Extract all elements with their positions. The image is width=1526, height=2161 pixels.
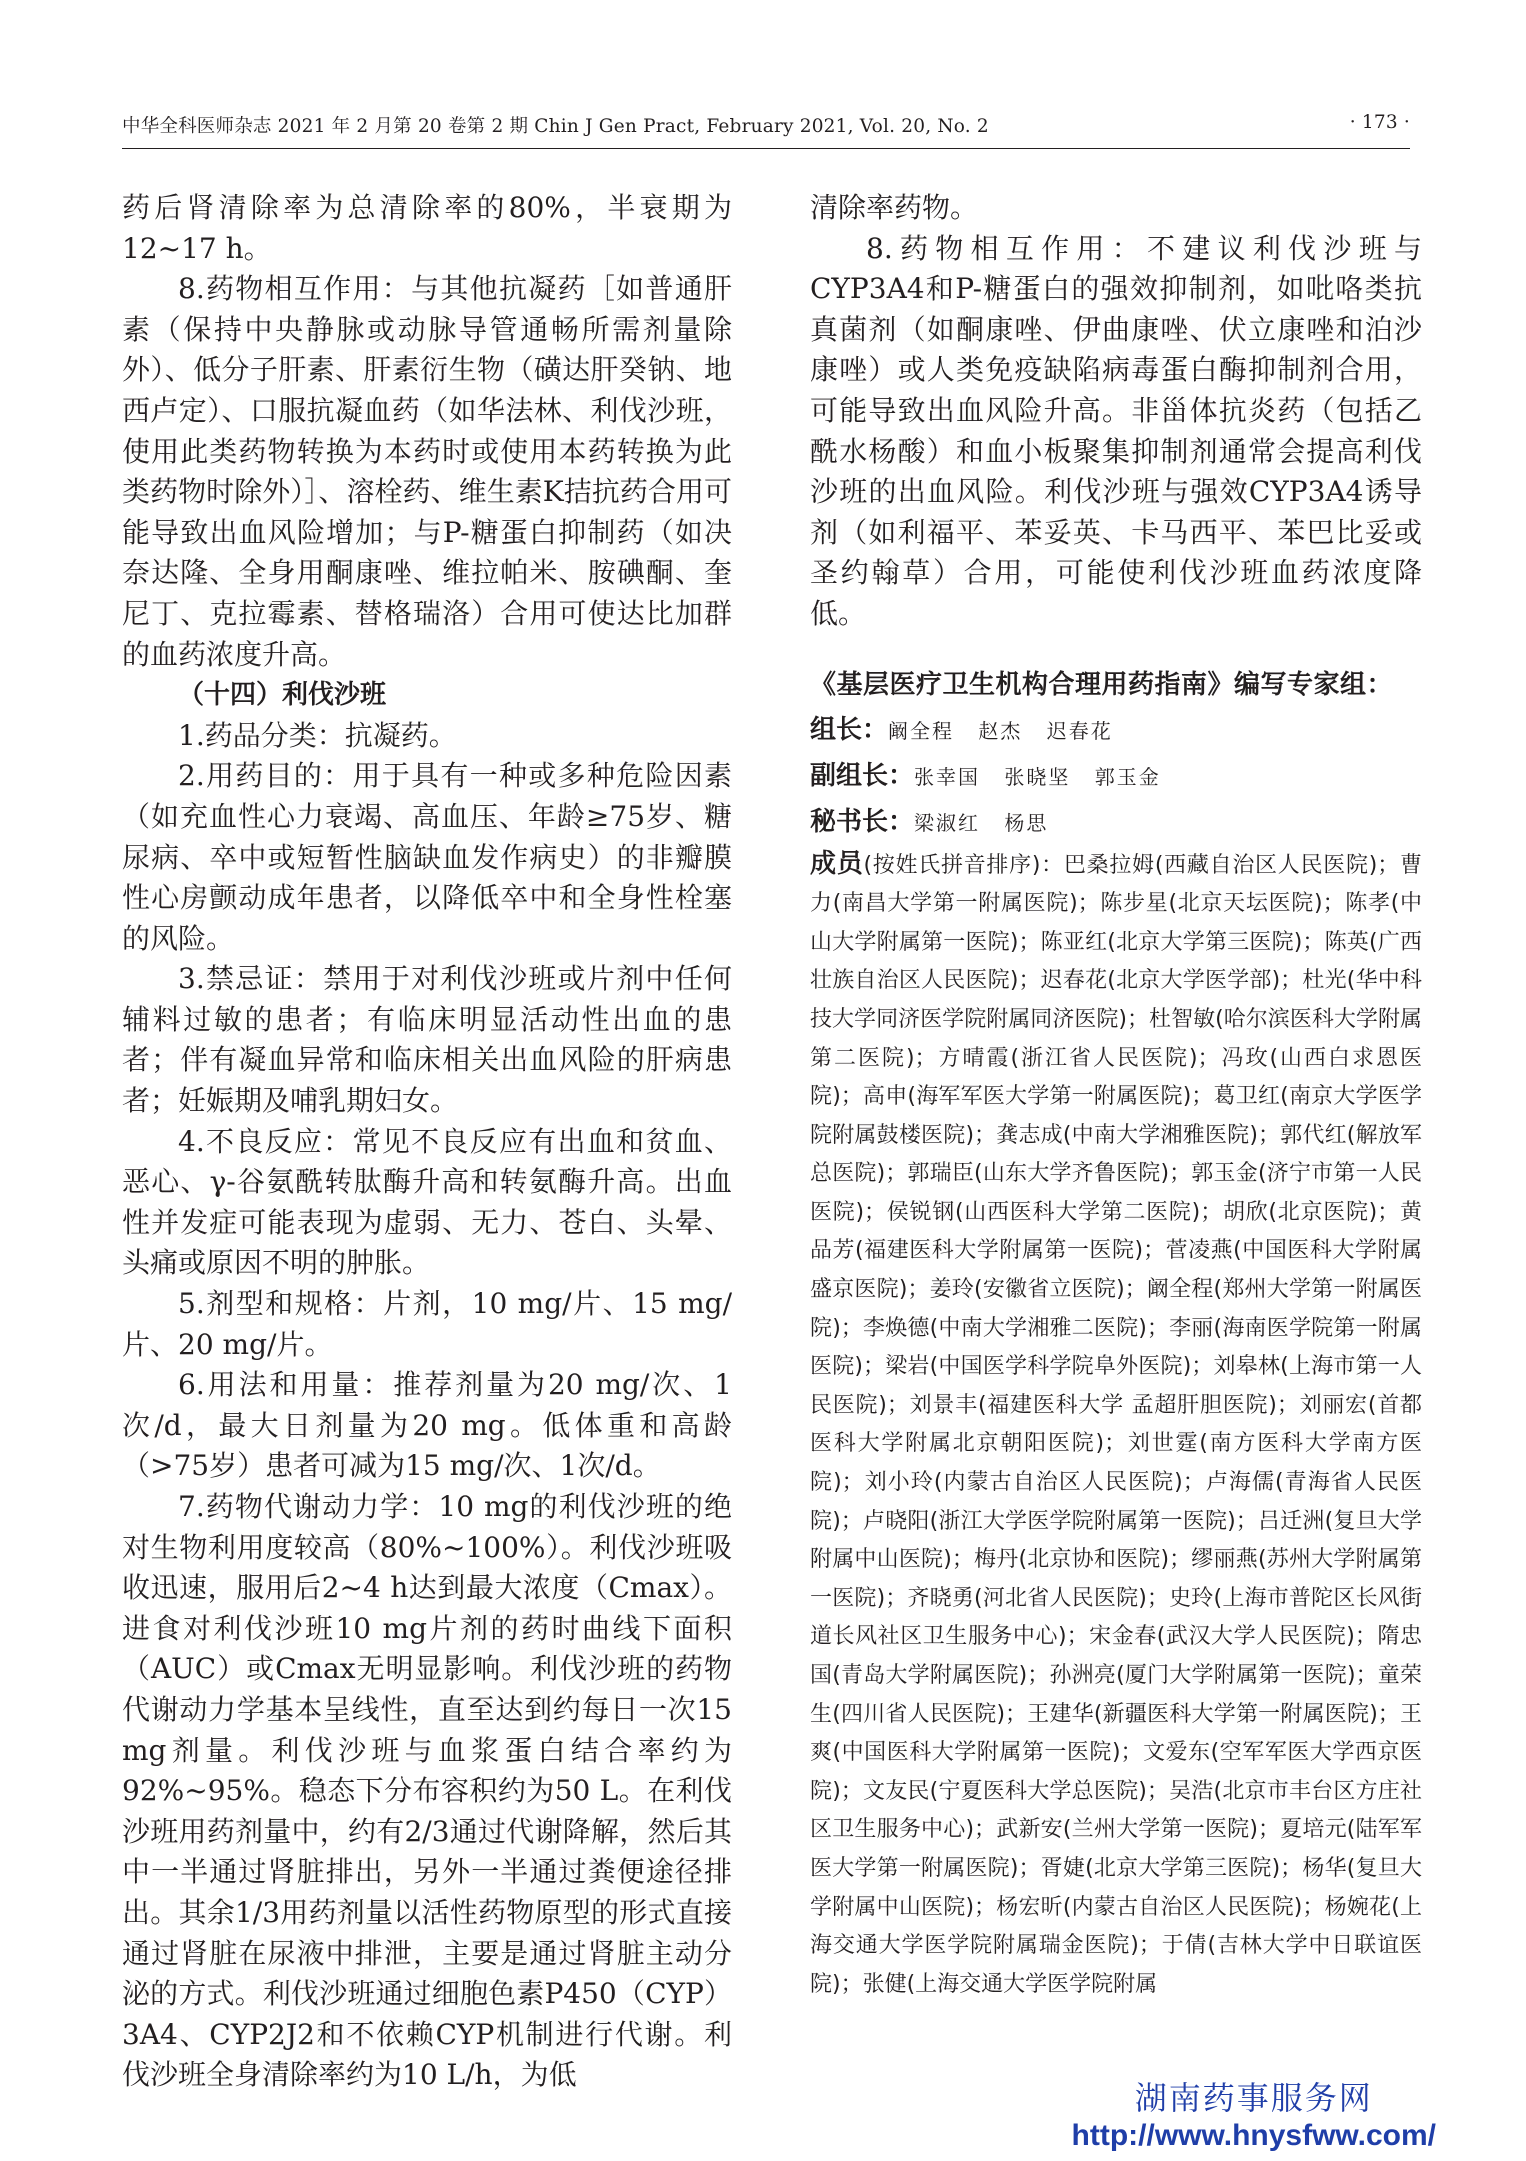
members-label: 成员 [810,848,864,879]
running-header [122,112,1410,138]
watermark-name: 湖南药事服务网 [1134,2079,1373,2117]
expert-group-title: 《基层医疗卫生机构合理用药指南》编写专家组： [810,669,1394,700]
deputy-names: 张幸国 张晓坚 郭玉金 [914,764,1161,789]
paragraph: 药后肾清除率为总清除率的80%，半衰期为12~17 h。 [122,191,732,265]
left-column [122,188,732,2096]
header-rule [122,148,1410,149]
deputy-line [810,753,1422,799]
paragraph: 3.禁忌证：禁用于对利伐沙班或片剂中任何辅料过敏的患者；有临床明显活动性出血的患者；伴有凝血异常和临床相关出血风险的肝病患者；妊娠期及哺乳期妇女。 [122,962,732,1118]
secretary-names: 梁淑红 杨思 [914,810,1049,835]
journal-citation: 中华全科医师杂志 2021 年 2 月第 20 卷第 2 期 Chin J Gen Pract, February 2021, Vol. 20, No. 2 [122,116,989,137]
members-note: (按姓氏拼音排序)： [863,852,1064,878]
leader-names: 阚全程 赵杰 迟春花 [888,718,1113,743]
paragraph: 6.用法和用量：推荐剂量为20 mg/次、1次/d，最大日剂量为20 mg。低体重和高龄（>75岁）患者可减为15 mg/次、1次/d。 [122,1368,732,1483]
paragraph: 清除率药物。 [810,191,979,224]
watermark-url: http://www.hnysfww.com/ [1071,2119,1436,2152]
spacer [810,635,1422,663]
secretary-line [810,799,1422,845]
paragraph: 2.用药目的：用于具有一种或多种危险因素（如充血性心力衰竭、高血压、年龄≥75岁、糖尿病、卒中或短暂性脑缺血发作病史）的非瓣膜性心房颤动成年患者，以降低卒中和全身性栓塞的风险。 [122,759,732,955]
right-column [810,188,1422,2004]
secretary-label: 秘书长： [810,806,915,837]
section-heading: （十四）利伐沙班 [178,680,387,711]
paragraph: 1.药品分类：抗凝药。 [178,718,457,752]
members-text: 巴桑拉姆(西藏自治区人民医院)；曹力(南昌大学第一附属医院)；陈步星(北京天坛医院)；陈孝(中山大学附属第一医院)；陈亚红(北京大学第三医院)；陈英(广西壮族自治区人民医院)；迟春花(北京大学医学部)；杜光(华中科技大学同济医学院附属同济医院)；杜智敏(哈尔滨医科大学附属第二医院)；方晴霞(浙江省人民医院)；冯玫(山西白求恩医院)；高申(海军军医大学第一附属医院)；葛卫红(南京大学医学院附属鼓楼医院)；龚志成(中南大学湘雅医院)；郭代红(解放军总医院)；郭瑞臣(山东大学齐鲁医院)；郭玉金(济宁市第一人民医院)；侯锐钢(山西医科大学第二医院)；胡欣(北京医院)；黄品芳(福建医科大学附属第一医院)；菅凌燕(中国医科大学附属盛京医院)；姜玲(安徽省立医院)；阚全程(郑州大学第一附属医院)；李焕德(中南大学湘雅二医院)；李丽(海南医学院第一附属医院)；梁岩(中国医学科学院阜外医院)；刘皋林(上海市第一人民医院)；刘景丰(福建医科大学 孟超肝胆医院)；刘丽宏(首都医科大学附属北京朝阳医院)；刘世霆(南方医科大学南方医院)；刘小玲(内蒙古自治区人民医院)；卢海儒(青海省人民医院)；卢晓阳(浙江大学医学院附属第一医院)；吕迁洲(复旦大学附属中山医院)；梅丹(北京协和医院)；缪丽燕(苏州大学附属第一医院)；齐晓勇(河北省人民医院)；史玲(上海市普陀区长风街道长风社区卫生服务中心)；宋金春(武汉大学人民医院)；隋忠国(青岛大学附属医院)；孙洲亮(厦门大学附属第一医院)；童荣生(四川省人民医院)；王建华(新疆医科大学第一附属医院)；王爽(中国医科大学附属第一医院)；文爱东(空军军医大学西京医院)；文友民(宁夏医科大学总医院)；吴浩(北京市丰台区方庄社区卫生服务中心)；武新安(兰州大学第一医院)；夏培元(陆军军医大学第一附属医院)；胥婕(北京大学第三医院)；杨华(复旦大学附属中山医院)；杨宏昕(内蒙古自治区人民医院)；杨婉花(上海交通大学医学院附属瑞金医院)；于倩(吉林大学中日联谊医院)；张健(上海交通大学医学院附属 [810,852,1423,1997]
deputy-label: 副组长： [810,760,915,791]
paragraph: 7.药物代谢动力学：10 mg的利伐沙班的绝对生物利用度较高（80%~100%）。利伐沙班吸收迅速，服用后2~4 h达到最大浓度（Cmax）。进食对利伐沙班10 mg片剂的药时曲线下面积（AUC）或Cmax无明显影响。利伐沙班的药物代谢动力学基本呈线性，直至达到约每日一次15 mg剂量。利伐沙班与血浆蛋白结合率约为92%~95%。稳态下分布容积约为50 L。在利伐沙班用药剂量中，约有2/3通过代谢降解，然后其中一半通过肾脏排出，另外一半通过粪便途径排出。其余1/3用药剂量以活性药物原型的形式直接通过肾脏在尿液中排泄，主要是通过肾脏主动分泌的方式。利伐沙班通过细胞色素P450（CYP）3A4、CYP2J2和不依赖CYP机制进行代谢。利伐沙班全身清除率约为10 L/h，为低 [122,1490,732,2092]
page-number: · 173 · [1349,112,1410,133]
paragraph: 4.不良反应：常见不良反应有出血和贫血、恶心、γ-谷氨酰转肽酶升高和转氨酶升高。出血性并发症可能表现为虚弱、无力、苍白、头晕、头痛或原因不明的肿胀。 [122,1124,732,1280]
leader-line [810,707,1422,753]
members-list [810,845,1422,2005]
paragraph: 8.药物相互作用：不建议利伐沙班与CYP3A4和P-糖蛋白的强效抑制剂，如吡咯类抗真菌剂（如酮康唑、伊曲康唑、伏立康唑和泊沙康唑）或人类免疫缺陷病毒蛋白酶抑制剂合用，可能导致出血风险升高。非甾体抗炎药（包括乙酰水杨酸）和血小板聚集抑制剂通常会提高利伐沙班的出血风险。利伐沙班与强效CYP3A4诱导剂（如利福平、苯妥英、卡马西平、苯巴比妥或圣约翰草）合用，可能使利伐沙班血药浓度降低。 [810,231,1422,630]
leader-label: 组长： [810,714,889,745]
paragraph: 8.药物相互作用：与其他抗凝药［如普通肝素（保持中央静脉或动脉导管通畅所需剂量除外）、低分子肝素、肝素衍生物（磺达肝癸钠、地西卢定）、口服抗凝血药（如华法林、利伐沙班，使用此类药物转换为本药时或使用本药转换为此类药物时除外）］、溶栓药、维生素K拮抗药合用可能导致出血风险增加；与P-糖蛋白抑制药（如决奈达隆、全身用酮康唑、维拉帕米、胺碘酮、奎尼丁、克拉霉素、替格瑞洛）合用可使达比加群的血药浓度升高。 [122,272,732,671]
paragraph: 5.剂型和规格：片剂，10 mg/片、15 mg/片、20 mg/片。 [122,1287,732,1361]
watermark [1072,2078,1436,2154]
